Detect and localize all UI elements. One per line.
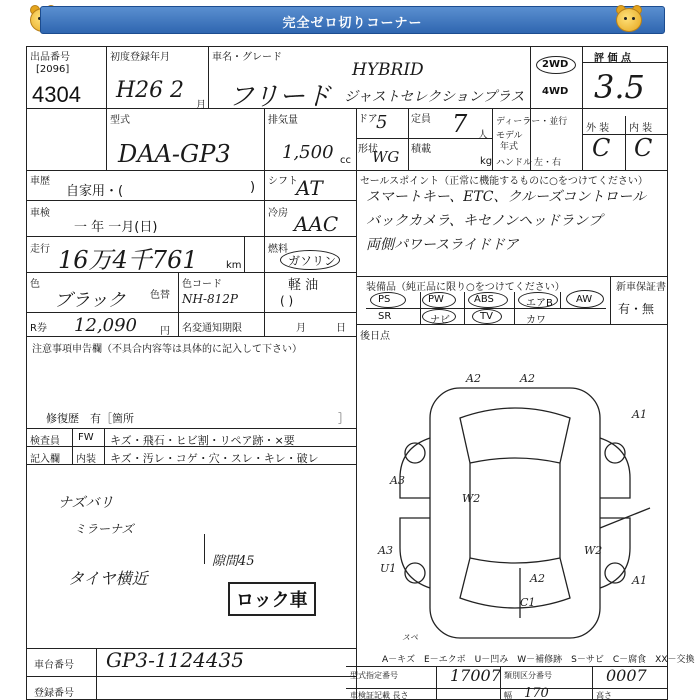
equipment-label: 装備品（純正品に限り○をつけてください） — [366, 282, 565, 293]
mascot-right-icon — [612, 2, 646, 36]
recycle-unit: 円 — [160, 326, 170, 337]
drive-4wd: 4WD — [542, 86, 569, 97]
car-damage-diagram — [370, 368, 660, 648]
header-title: 完全ゼロ切りコーナー — [282, 16, 423, 31]
mileage-value: 16万4千761 — [58, 246, 198, 274]
capacity-unit: 人 — [478, 130, 488, 141]
transfer-month: 月 — [296, 323, 306, 334]
mark-a3-left: A3 — [390, 474, 405, 487]
dims-value-1: 17007 — [450, 666, 501, 685]
reg-no-label: 登録番号 — [34, 688, 74, 699]
equip-airbag: エアB — [526, 298, 553, 309]
equip-tv: TV — [480, 311, 493, 322]
type-value: DAA-GP3 — [118, 140, 231, 168]
interior-value: C — [634, 134, 653, 162]
comment-3: タイヤ横近 — [68, 569, 148, 588]
fuel-paren: ( ) — [280, 294, 294, 308]
dealer-label: ディーラー・並行 — [496, 117, 568, 127]
interior-label: 内 装 — [629, 123, 653, 134]
inspector-fw-items: キズ・飛石・ヒビ割・リペア跡・×要 — [110, 434, 295, 447]
transfer-label: 名変通知期限 — [182, 323, 242, 334]
dims-label-1: 型式指定番号 — [350, 671, 398, 680]
transfer-day: 日 — [336, 323, 346, 334]
inspector-fw: FW — [78, 432, 94, 443]
car-grade: ジャストセレクションプラス — [344, 89, 525, 105]
chassis-value: GP3-1124435 — [106, 648, 244, 672]
usage-label: 車歴 — [30, 176, 50, 187]
first-reg-label: 初度登録年月 — [110, 52, 170, 63]
lot-label: 出品番号 — [30, 52, 70, 63]
lock-car-stamp-text: ロック車 — [236, 590, 308, 611]
damage-legend: A－キズ E－エクボ U－凹み W－補修跡 S－サビ C－腐食 XX－交換 — [382, 655, 695, 665]
capacity-label: 定員 — [411, 114, 431, 125]
mark-spare: スペ — [402, 633, 418, 642]
mark-w2-right: W2 — [584, 544, 603, 557]
year-label: 年式 — [500, 142, 519, 152]
color-label: 色 — [30, 279, 40, 290]
body-value: WG — [372, 148, 400, 166]
fuel-label: 燃料 — [268, 244, 288, 255]
dims-label-5: 高さ — [596, 691, 612, 700]
equip-navi: ナビ — [430, 315, 450, 326]
mark-c1-rear: C1 — [520, 596, 536, 609]
displacement-value: 1,500 — [282, 142, 334, 163]
shift-value: AT — [296, 176, 323, 200]
first-reg-month: 2 — [170, 78, 184, 103]
exterior-label: 外 装 — [586, 123, 610, 134]
first-reg-era: H26 — [116, 78, 164, 103]
dims-value-2: 0007 — [606, 666, 647, 685]
mileage-label: 走行 — [30, 244, 50, 255]
shift-label: シフト — [268, 176, 298, 187]
doors-value: 5 — [376, 112, 388, 133]
equip-leather: カワ — [526, 315, 546, 326]
inspection-text: 一 年 一月(日) — [74, 220, 158, 235]
mark-u1-rear-left: U1 — [380, 562, 397, 575]
fuel-alt: 軽 油 — [288, 278, 319, 293]
warranty-label: 新車保証書 — [616, 282, 666, 293]
first-reg-month-unit: 月 — [196, 100, 206, 111]
displacement-unit: cc — [340, 155, 351, 166]
equip-pw: PW — [428, 294, 444, 305]
dims-label-3: 車検証記載 長さ — [350, 691, 409, 700]
sales-line-3: 両側パワースライドドア — [366, 237, 519, 253]
exterior-value: C — [592, 134, 611, 162]
comment-2: ミラーナズ — [74, 522, 134, 536]
load-label: 積載 — [411, 144, 431, 155]
chassis-label: 車台番号 — [34, 660, 74, 671]
entry-interior-items: キズ・汚レ・コゲ・穴・スレ・キレ・破レ — [110, 452, 319, 465]
dims-label-2: 類別区分番号 — [504, 671, 552, 680]
repair-bracket: ］ — [338, 412, 349, 425]
mark-a1-rear-right: A1 — [632, 574, 647, 587]
dims-label-4: 幅 — [504, 691, 512, 700]
color-code-label: 色コード — [182, 279, 222, 290]
type-label: 型式 — [110, 115, 130, 126]
repair-label: 修復歴 有［箇所 — [46, 412, 134, 425]
mileage-unit: km — [226, 260, 242, 271]
sales-line-2: バックカメラ、キセノンヘッドランプ — [366, 213, 603, 229]
color-value: ブラック — [54, 290, 126, 311]
doors-label: ドア — [358, 114, 378, 125]
body-label: 形状 — [358, 144, 378, 155]
lot-code: [2096] — [36, 64, 70, 75]
capacity-value: 7 — [452, 110, 468, 138]
sales-label: セールスポイント（正常に機能するものに○をつけてください） — [360, 176, 648, 187]
equip-abs: ABS — [474, 294, 494, 305]
inspector-label: 検査員 — [30, 436, 60, 447]
lot-number: 4304 — [32, 82, 81, 107]
model-label: モデル — [496, 131, 523, 141]
drive-2wd: 2WD — [542, 59, 569, 70]
notes-label: 注意事項申告欄（不具合内容等は具体的に記入して下さい） — [32, 344, 302, 355]
load-unit: kg — [480, 156, 493, 167]
score-label: 評 価 点 — [594, 53, 631, 64]
score-value: 3.5 — [594, 68, 645, 106]
lock-car-stamp — [228, 582, 316, 616]
back-seat-label: 後日点 — [360, 331, 390, 342]
equip-sr: SR — [378, 311, 392, 322]
ac-value: AAC — [294, 212, 339, 236]
usage-value: 自家用・( — [66, 184, 124, 199]
fuel-value: ガソリン — [288, 254, 337, 268]
header-banner — [40, 6, 665, 34]
mark-a2-front-right: A2 — [520, 372, 535, 385]
mark-a1-right-front: A1 — [632, 408, 647, 421]
ac-label: 冷房 — [268, 208, 288, 219]
inspection-label: 車検 — [30, 208, 50, 219]
mark-a2-front-left: A2 — [466, 372, 481, 385]
entry-label: 記入欄 — [30, 454, 60, 465]
car-name-label: 車名・グレード — [212, 52, 282, 63]
entry-interior: 内装 — [76, 454, 96, 465]
color-change-label: 色替 — [150, 290, 170, 301]
recycle-label: R券 — [30, 323, 47, 334]
dims-value-4: 170 — [524, 686, 549, 700]
color-code: NH-812P — [182, 292, 238, 306]
equip-ps: PS — [378, 294, 391, 305]
equip-aw: AW — [576, 294, 593, 305]
usage-close: ) — [250, 180, 256, 195]
car-name: フリード — [228, 82, 331, 112]
warranty-value: 有・無 — [618, 302, 655, 316]
mark-w2-left: W2 — [462, 492, 481, 505]
comment-1: ナズバリ — [58, 495, 114, 511]
mark-a2-rear: A2 — [530, 572, 545, 585]
recycle-value: 12,090 — [74, 315, 137, 336]
sales-line-1: スマートキー、ETC、クルーズコントロール — [366, 189, 647, 205]
steering-label: ハンドル — [496, 158, 533, 168]
mark-a3-rear-left: A3 — [378, 544, 393, 557]
displacement-label: 排気量 — [268, 115, 298, 126]
steering-options: 左・右 — [534, 158, 562, 168]
comment-4: 隙間45 — [212, 554, 255, 569]
hybrid-text: HYBRID — [352, 60, 424, 80]
